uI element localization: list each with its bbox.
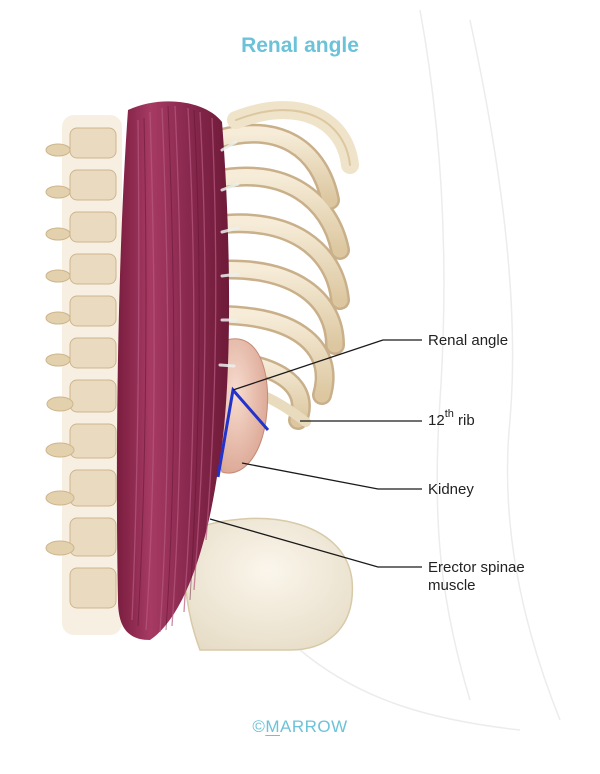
label-erector-spinae <box>428 559 525 595</box>
brand-rest: ARROW <box>280 717 348 736</box>
vertebral-column <box>46 115 122 635</box>
label-12th-rib <box>428 408 475 430</box>
brand-first-letter: M <box>265 717 281 736</box>
erector-line-1: Erector spinae <box>428 559 525 576</box>
label-kidney: Kidney <box>428 481 474 498</box>
copyright-symbol: © <box>252 717 266 736</box>
erector-line-2: muscle <box>428 577 476 594</box>
marrow-logo <box>0 717 600 737</box>
rib-word: rib <box>453 412 475 429</box>
rib-suffix: th <box>444 408 454 420</box>
rib-number: 12 <box>428 412 445 429</box>
iliac-crest <box>185 518 353 650</box>
page-title: Renal angle <box>241 34 359 57</box>
label-renal-angle: Renal angle <box>428 332 509 349</box>
